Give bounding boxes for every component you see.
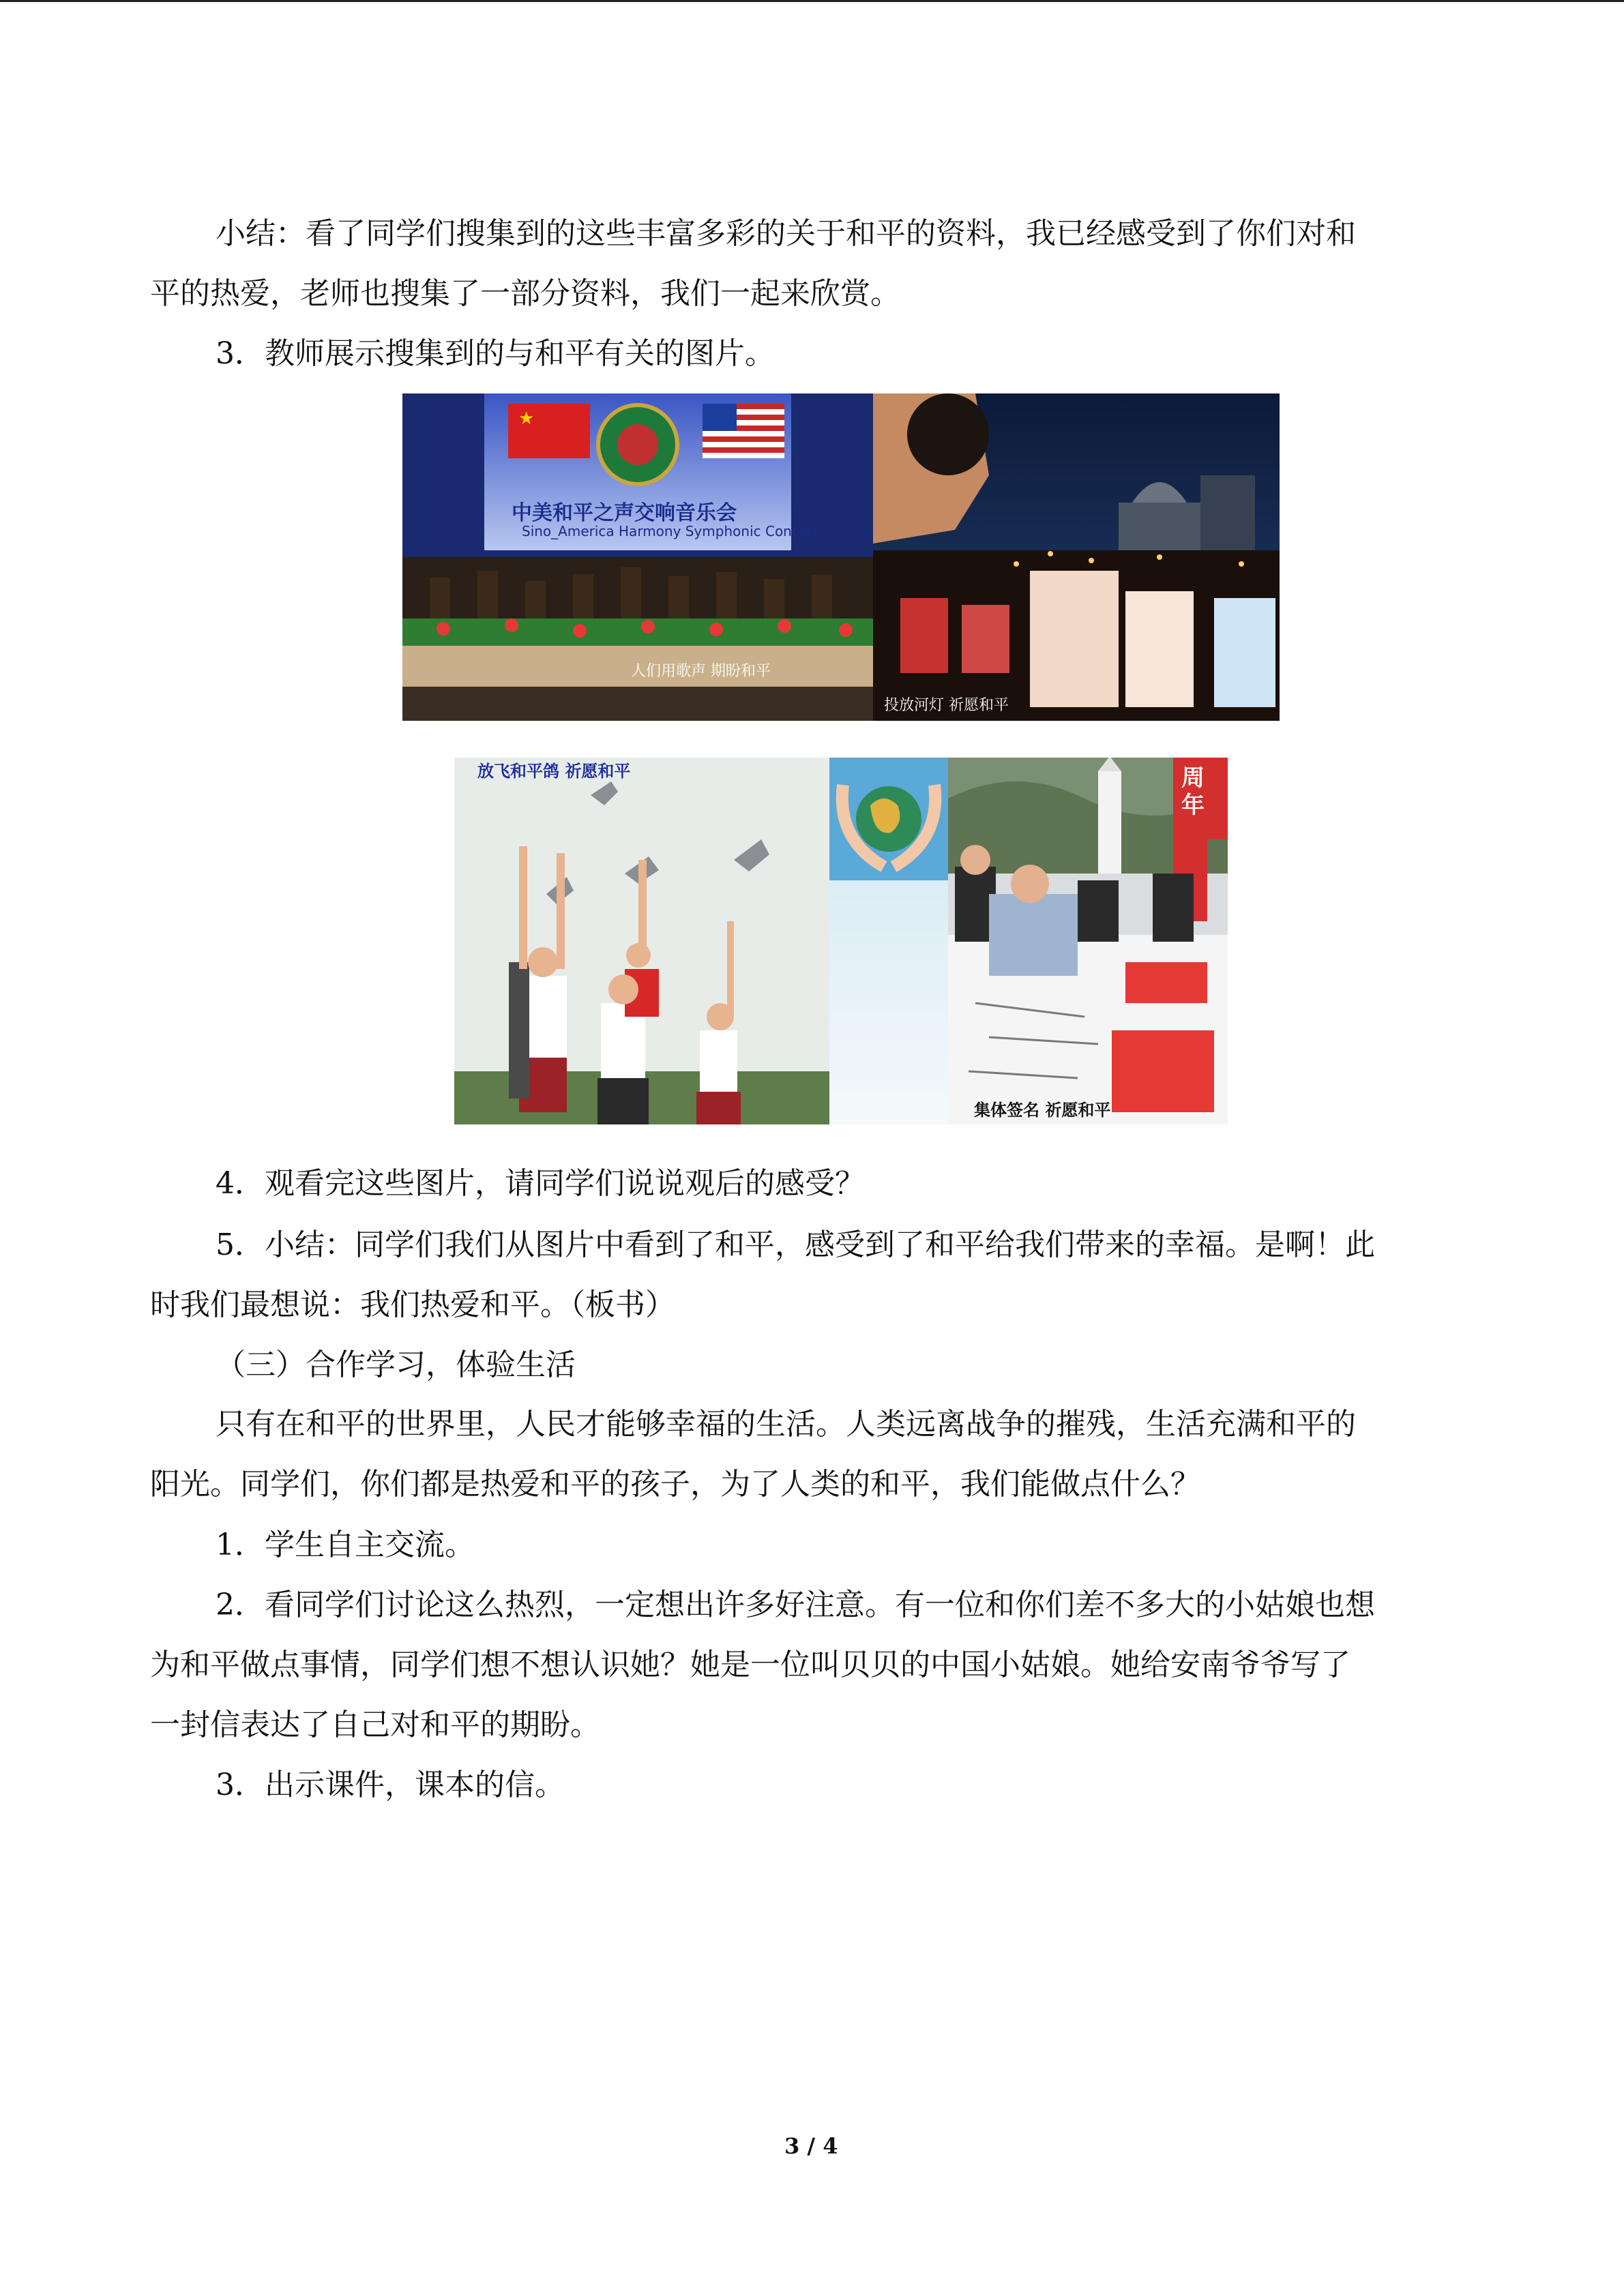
lanterns-illustration	[873, 393, 1280, 721]
text-line: 平的热爱，老师也搜集了一部分资料，我们一起来欣赏。	[150, 276, 900, 311]
concert-banner-subtitle: Sino_America Harmony Symphonic Concert	[522, 523, 819, 539]
page-top-rule	[0, 0, 1624, 2]
intro-paragraph	[150, 1395, 1356, 1515]
concert-banner-title: 中美和平之声交响音乐会	[512, 501, 737, 525]
text-line: 小结：看了同学们搜集到的这些丰富多彩的关于和平的资料，我已经感受到了你们对和	[216, 216, 1356, 251]
text-line: 阳光。同学们，你们都是热爱和平的孩子，为了人类的和平，我们能做点什么？	[150, 1467, 1200, 1502]
summary-paragraph-1	[150, 204, 1356, 324]
text-line: 为和平做点事情，同学们想不想认识她？她是一位叫贝贝的中国小姑娘。她给安南爷爷写了	[150, 1648, 1350, 1682]
signing-caption: 集体签名 祈愿和平	[974, 1101, 1111, 1120]
section-heading: （三）合作学习，体验生活	[216, 1347, 576, 1382]
doves-caption: 放飞和平鸽 祈愿和平	[477, 762, 631, 781]
svg-text:★: ★	[518, 408, 535, 429]
concert-photo	[402, 393, 873, 721]
summary-paragraph-5	[150, 1215, 1375, 1335]
text-line: 一封信表达了自己对和平的期盼。	[150, 1708, 600, 1742]
text-line: 2．看同学们讨论这么热烈，一定想出许多好注意。有一位和你们差不多大的小姑娘也想	[216, 1587, 1375, 1622]
earth-hands-illustration	[829, 758, 948, 1124]
signing-photo	[948, 758, 1228, 1124]
step-3-text: 3．教师展示搜集到的与和平有关的图片。	[216, 336, 775, 371]
lanterns-photo	[873, 393, 1280, 721]
step-2-paragraph	[150, 1575, 1375, 1755]
text-line: 时我们最想说：我们热爱和平。（板书）	[150, 1287, 675, 1322]
text-line: 5．小结：同学们我们从图片中看到了和平，感受到了和平给我们带来的幸福。是啊！此	[216, 1227, 1375, 1262]
page-number: 3 / 4	[784, 2133, 838, 2159]
text-line: 只有在和平的世界里，人民才能够幸福的生活。人类远离战争的摧残，生活充满和平的	[216, 1407, 1356, 1442]
earth-hands-photo	[829, 758, 948, 1124]
monument-icon	[1098, 771, 1121, 874]
lanterns-caption: 投放河灯 祈愿和平	[884, 697, 1009, 714]
step-3-courseware-text: 3．出示课件，课本的信。	[216, 1768, 565, 1802]
step-4-text: 4．观看完这些图片，请同学们说说观后的感受？	[216, 1166, 865, 1201]
concert-caption: 人们用歌声 期盼和平	[631, 663, 771, 680]
signing-banner-text: 周年	[1181, 764, 1205, 819]
doves-photo	[454, 758, 829, 1124]
step-1-text: 1．学生自主交流。	[216, 1527, 475, 1562]
doves-illustration	[454, 758, 829, 1124]
